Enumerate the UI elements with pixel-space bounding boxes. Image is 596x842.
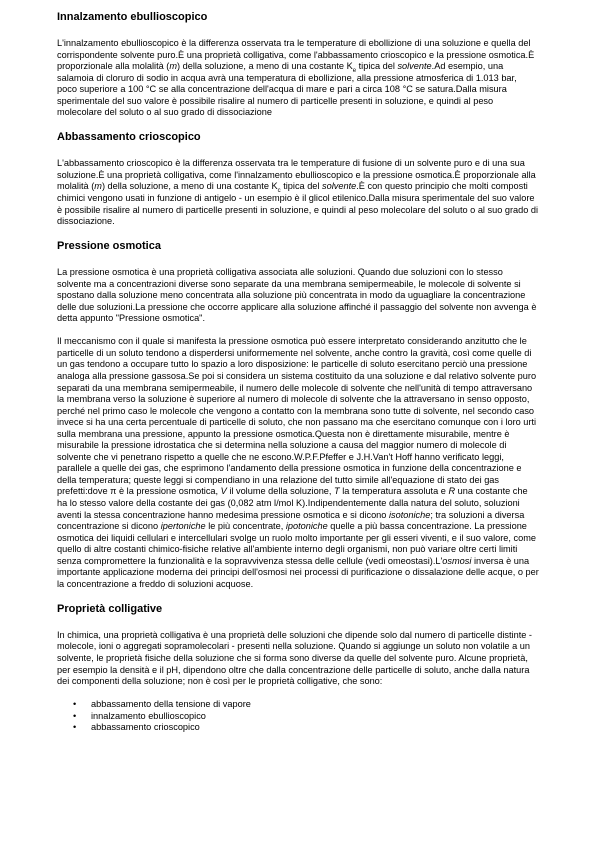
text-run: .Ad esempio, una salamoia di cloruro di sodio in acqua avrà una temperatura di ebollizione, alla pressione atmosferica di 1.013 bar, poco superiore a 100 °C se alla concentrazione dell'acqua di mare e pari a circa 108 °C se satura.Dalla misura sperimentale del suo valore è possibile risalire al numero di particelle presenti in soluzione, e quindi al peso molecolare del soluto o al suo grado di dissociazione bbox=[57, 61, 517, 118]
italic-R: R bbox=[448, 486, 456, 497]
text-run: ) della soluzione, a meno di una costante K bbox=[101, 181, 278, 192]
subscript: c bbox=[277, 188, 281, 195]
italic-solvente: solvente bbox=[322, 181, 357, 192]
italic-molality: m bbox=[94, 181, 102, 192]
italic-solvente: solvente bbox=[397, 61, 432, 72]
text-run: le più concentrate, bbox=[205, 521, 286, 532]
paragraph-osmotica-1: La pressione osmotica è una proprietà colligativa associata alle soluzioni. Quando due soluzioni con lo stesso solvente ma a concentrazioni diverse sono separate da una membrana semipermeabile, le molecole di solvente si spostano dalla soluzione meno concentrata alla soluzione più concentrata in modo da uguagliare la concentrazione delle due soluzioni.La pressione che occorre applicare alla soluzione affinché il passaggio del solvente non avvenga è detta appunto "Pressione osmotica". bbox=[57, 267, 537, 324]
text-run: quelle a più bassa concentrazione. La pressione osmotica dei liquidi cellulari e intercellulari svolge un ruolo molto importante per gli esseri viventi, e il suo valore, come quello di altre costanti chimico-fisiche relative all'ambiente interno degli organismi, non può variare oltre certi limiti senza compromettere la funzionalità e la sopravvivenza stessa delle cellule (vedi omeostasi).L' bbox=[57, 521, 536, 566]
bullet-icon: • bbox=[73, 722, 77, 733]
bullet-icon: • bbox=[73, 710, 77, 721]
text-run: la temperatura assoluta e bbox=[339, 486, 449, 497]
text-run: tipica del bbox=[356, 61, 398, 72]
document-page bbox=[57, 10, 539, 734]
text-run: tipica del bbox=[280, 181, 323, 192]
list-item bbox=[57, 711, 539, 723]
heading-proprieta-colligative: Proprietà colligative bbox=[57, 602, 163, 615]
list-item-text: abbassamento crioscopico bbox=[91, 722, 200, 733]
text-run: ) della soluzione, a meno di una costante K bbox=[177, 61, 353, 72]
text-run: L'abbassamento crioscopico è la differenza osservata tra le temperature di fusione di un solvente puro e di una sua soluzione.È una proprietà colligativa, come l'innalzamento ebullioscopico e la pressione osmotica.È proporzionale alla molalità ( bbox=[57, 158, 536, 192]
list-item-text: innalzamento ebullioscopico bbox=[91, 710, 206, 721]
heading-pressione-osmotica: Pressione osmotica bbox=[57, 240, 161, 253]
italic-V: V bbox=[220, 486, 227, 497]
heading-abbassamento-crioscopico: Abbassamento crioscopico bbox=[57, 131, 201, 144]
italic-osmosi: osmosi bbox=[442, 555, 472, 566]
text-run: .È con questo principio che molti composti chimici vengono usati in funzione di antigelo - un esempio è il glicol etilenico.Dalla misura sperimentale del suo valore è possibile risalire al numero di particelle presenti in soluzione, e quindi al peso molecolare del soluto o al suo grado di dissociazione. bbox=[57, 181, 539, 227]
paragraph-crioscopico bbox=[57, 158, 539, 227]
italic-ipotoniche: ipotoniche bbox=[285, 521, 328, 532]
italic-T: T bbox=[334, 486, 340, 497]
text-run: Il meccanismo con il quale si manifesta la pressione osmotica può essere interpretato considerando anzitutto che le particelle di un soluto tendono a disperdersi uniformemente nel solvente, anche contro la gravità, così come quelle di un gas tendono a occupare tutto lo spazio a loro disposizione: le particelle di soluto esercitano perciò una pressione analoga alla pressione gassosa.Se poi si considera un sistema costituito da una soluzione e dal relativo solvente puro separati da una membrana semipermeabile, il numero delle molecole di solvente che nell'unità di tempo attraversano la membrana verso la soluzione è superiore al numero di molecole di solvente che la attraversano in senso opposto, perché nel primo caso le molecole che vengono a contatto con la membrana sono tutte di solvente, nel secondo caso invece si ha una certa percentuale di particelle di soluto, che non passano ma che esercitano comunque con i loro urti sulla membrana una pressione, appunto la pressione osmotica.Questa non è direttamente misurabile, mentre è misurabile la pressione idrostatica che si determina nella soluzione a causa del maggior numero di molecole di solvente che vi penetrano rispetto a quelle che ne escono.W.P.F.Pfeffer e J.H.Van't Hoff hanno verificato leggi, parallele a quelle dei gas, che esprimono l'andamento della pressione osmotica in funzione della concentrazione e della temperatura; queste leggi si compendiano in una relazione del tutto simile all'equazione di stato dei gas prefetti:dove π è la pressione osmotica, bbox=[57, 336, 537, 497]
list-item bbox=[57, 699, 539, 711]
text-run: ; tra soluzioni a diversa concentrazione si dicono bbox=[57, 509, 525, 532]
italic-isotoniche: isotoniche bbox=[388, 509, 431, 520]
italic-ipertoniche: ipertoniche bbox=[160, 521, 206, 532]
colligative-list bbox=[57, 699, 539, 734]
heading-innalzamento-ebullioscopico: Innalzamento ebullioscopico bbox=[57, 11, 208, 23]
text-run: una costante che ha lo stesso valore della costante dei gas (0,082 atm l/mol K).Indipendentemente dalla natura del soluto, soluzioni aventi la stessa concentrazione hanno medesima pressione osmotica e si dicono bbox=[57, 486, 528, 520]
text-run: inversa è una importante applicazione moderna dei principi dell'osmosi nei processi di purificazione o dissalazione delle acque, o per la concentrazione a freddo di soluzioni acquose. bbox=[57, 555, 539, 589]
subscript: e bbox=[352, 67, 357, 74]
paragraph-colligative: In chimica, una proprietà colligativa è una proprietà delle soluzioni che dipende solo dal numero di particelle distinte - molecole, ioni o aggregati sopramolecolari - presenti nella soluzione. Quando si aggiunge un soluto non volatile a un solvente, le proprietà fisiche della soluzione che si forma sono diverse da quelle del solvente puro. Alcune proprietà, per esempio la densità e il pH, dipendono oltre che dalla concentrazione delle particelle di soluto, anche dalla natura dei componenti della soluzione; non è così per le proprietà colligative, che sono: bbox=[57, 629, 532, 687]
list-item-text: abbassamento della tensione di vapore bbox=[91, 699, 251, 710]
paragraph-ebullioscopico bbox=[57, 38, 539, 119]
paragraph-osmotica-2 bbox=[57, 336, 539, 590]
list-item bbox=[57, 722, 539, 734]
text-run: il volume della soluzione, bbox=[226, 486, 335, 497]
italic-molality: m bbox=[169, 61, 178, 72]
text-run: L'innalzamento ebullioscopico è la differenza osservata tra le temperature di ebollizione di una soluzione e quella del corrispondente solvente puro.È una proprietà colligativa, come l'abbassamento crioscopico e la pressione osmotica.È proporzionale alla molalità ( bbox=[57, 38, 535, 72]
bullet-icon: • bbox=[73, 699, 77, 710]
